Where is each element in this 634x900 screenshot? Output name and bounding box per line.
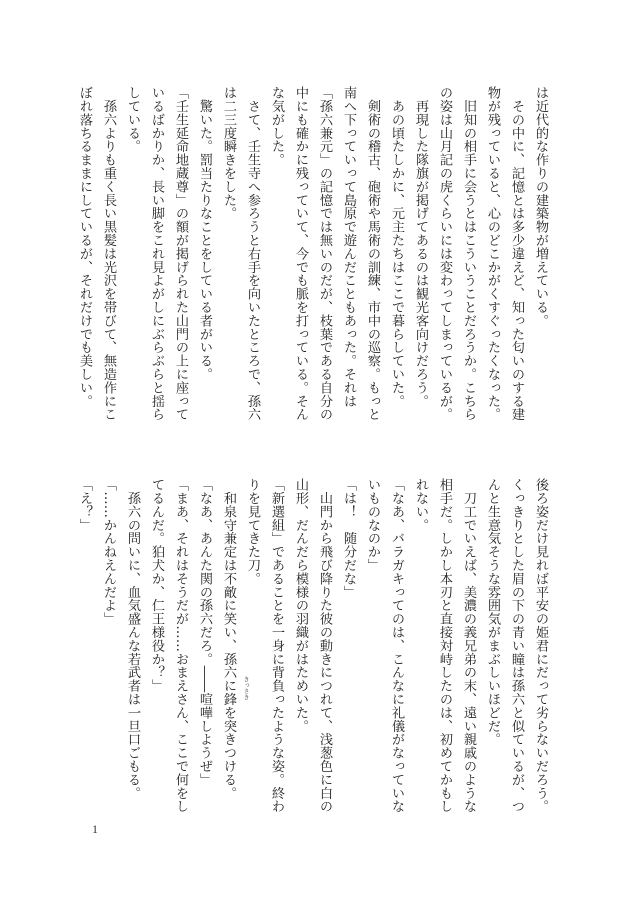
text-line: 中にも確かに残っていて、今でも脈を打っている。そん — [293, 86, 308, 421]
text-line: てるんだ。狛犬か、仁王様役か？」 — [149, 478, 164, 693]
text-line: あの頃たしかに、元主たちはここで暮らしていた。 — [389, 86, 404, 408]
text-line: 山門から飛び降りた彼の動きにつれて、浅葱色に白の — [317, 478, 332, 813]
text-line: 孫六の問いに、血気盛んな若武者は一旦口ごもる。 — [125, 478, 140, 800]
text-line: 後ろ姿だけ見れば平安の姫君にだって劣らないだろう。 — [533, 478, 548, 813]
text-line: その中に、記憶とは多少違えど、知った匂いのする建 — [509, 86, 524, 421]
text-line: な気がした。 — [269, 86, 284, 167]
text-line: 「まあ、それはそうだが……おまえさん、ここで何をし — [173, 478, 188, 813]
text-line: 「なあ、あんた関の孫六だろ。――喧嘩しようぜ」 — [197, 478, 212, 787]
text-line: の姿は山月記の虎くらいには変わってしまっているが。 — [437, 86, 452, 421]
text-line: 「新選組」であることを一身に背負ったような姿。終わ — [269, 478, 284, 813]
ruby-annotation: きっさき — [242, 676, 249, 700]
text-line: 「壬生延命地蔵尊」の額が掲げられた山門の上に座って — [173, 86, 188, 421]
upper-text-block — [77, 86, 552, 428]
text-line: 南へ下っていって島原で遊んだこともあった。それは — [341, 86, 356, 408]
text-line: んと生意気そうな雰囲気がまぶしいほどだ。 — [485, 478, 500, 746]
text-line: 剣術の稽古、砲術や馬術の訓練、市中の巡察。もっと — [365, 86, 380, 421]
text-line: れない。 — [413, 478, 428, 532]
page-number: 1 — [92, 822, 98, 836]
text-line: 「……かんねえんだよ」 — [101, 478, 116, 626]
text-line: 旧知の相手に会うとはこういうことだろうか。こちら — [461, 86, 476, 421]
text-line: は二三度瞬きをした。 — [221, 86, 236, 220]
text-line: ぼれ落ちるままにしているが、それだけでも美しい。 — [77, 86, 92, 408]
text-line: 刀工でいえば、美濃の義兄弟の末、遠い親戚のような — [461, 478, 476, 813]
text-line: 「え？」 — [77, 478, 92, 532]
text-line: 驚いた。罰当たりなことをしている者がいる。 — [197, 86, 212, 381]
text-line: 相手だ。しかし本刃と直接対峙したのは、初めてかもし — [437, 478, 452, 813]
text-line: いものなのか」 — [365, 478, 380, 572]
text-line: は近代的な作りの建築物が増えている。 — [533, 86, 548, 328]
text-line: 「は！ 随分だな」 — [341, 478, 356, 599]
text-line: いるばかりか、長い脚をこれ見よがしにぶらぶらと揺ら — [149, 86, 164, 421]
text-line: 「なあ、バラガキってのは、こんなに礼儀がなっていな — [389, 478, 404, 813]
text-line: 物が残っていると、心のどこかがくすぐったくなった。 — [485, 86, 500, 421]
text-line: 和泉守兼定は不敵に笑い、孫六に鋒を突きつける。 — [221, 478, 236, 800]
text-line: 山形、だんだら模様の羽織がはためいた。 — [293, 478, 308, 733]
text-line: 「孫六兼元」の記憶では無いのだが、枝葉である自分の — [317, 86, 332, 421]
text-line: している。 — [125, 86, 140, 153]
text-line: 再現した隊旗が掲げてあるのは観光客向けだろう。 — [413, 86, 428, 408]
lower-text-block — [77, 478, 552, 820]
text-line: 孫六よりも重く長い黒髪は光沢を帯びて、無造作にこ — [101, 86, 116, 421]
text-line: りを見てきた刀。 — [245, 478, 260, 586]
text-line: くっきりとした眉の下の青い瞳は孫六と似ているが、つ — [509, 478, 524, 813]
text-line: さて、壬生寺へ参ろうと右手を向いたところで、孫六 — [245, 86, 260, 421]
